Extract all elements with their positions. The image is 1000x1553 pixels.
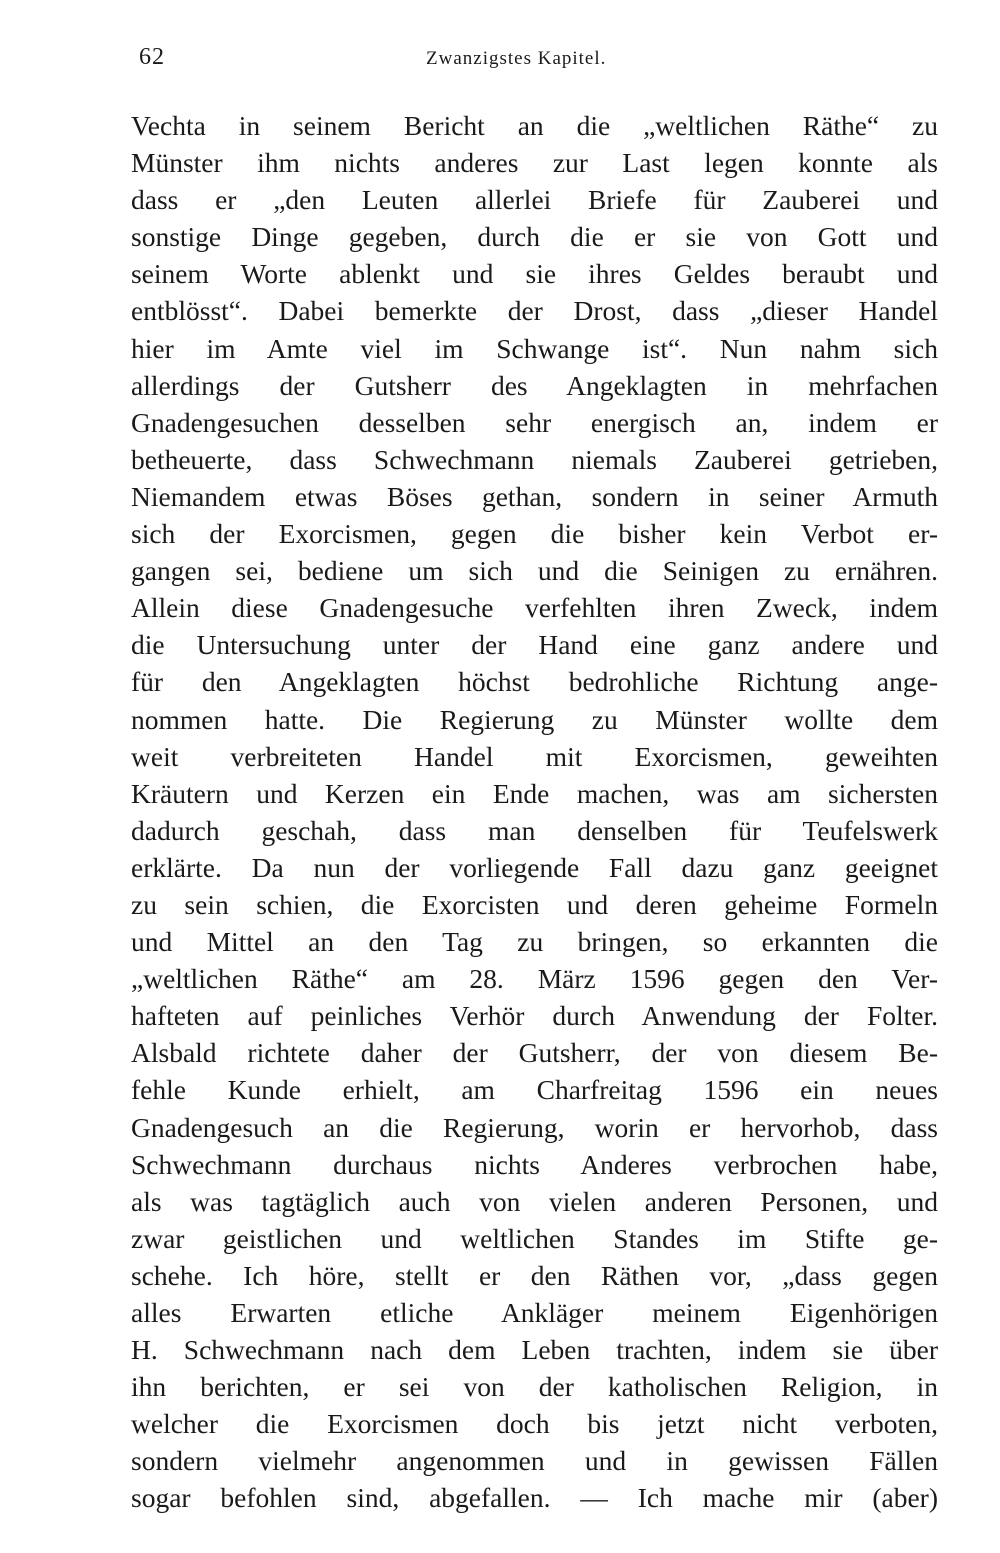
text-line: sogar befohlen sind, abgefallen. — Ich mache mir (aber) bbox=[131, 1482, 938, 1514]
text-line: hier im Amte viel im Schwange ist“. Nun nahm sich bbox=[131, 332, 938, 364]
text-line: sonstige Dinge gegeben, durch die er sie von Gott und bbox=[131, 221, 938, 253]
text-line: dadurch geschah, dass man denselben für Teufelswerk bbox=[131, 814, 938, 846]
body-text bbox=[131, 107, 938, 1517]
text-line: hafteten auf peinliches Verhör durch Anwendung der Folter. bbox=[131, 1000, 938, 1032]
text-line: Münster ihm nichts anderes zur Last legen konnte als bbox=[131, 147, 938, 179]
text-line: fehle Kunde erhielt, am Charfreitag 1596 ein neues bbox=[131, 1074, 938, 1106]
text-line: sich der Exorcismen, gegen die bisher kein Verbot er- bbox=[131, 518, 938, 550]
text-line: weit verbreiteten Handel mit Exorcismen, geweihten bbox=[131, 740, 938, 772]
text-line: sondern vielmehr angenommen und in gewissen Fällen bbox=[131, 1445, 938, 1477]
text-line: betheuerte, dass Schwechmann niemals Zauberei getrieben, bbox=[131, 443, 938, 475]
text-line: Schwechmann durchaus nichts Anderes verbrochen habe, bbox=[131, 1148, 938, 1180]
text-line: Alsbald richtete daher der Gutsherr, der von diesem Be- bbox=[131, 1037, 938, 1069]
text-line: und Mittel an den Tag zu bringen, so erkannten die bbox=[131, 926, 938, 958]
text-line: die Untersuchung unter der Hand eine ganz andere und bbox=[131, 629, 938, 661]
chapter-title: Zwanzigstes Kapitel. bbox=[426, 48, 607, 69]
text-line: welcher die Exorcismen doch bis jetzt nicht verboten, bbox=[131, 1408, 938, 1440]
text-line: ihn berichten, er sei von der katholischen Religion, in bbox=[131, 1371, 938, 1403]
text-line: Allein diese Gnadengesuche verfehlten ihren Zweck, indem bbox=[131, 592, 938, 624]
text-line: entblösst“. Dabei bemerkte der Drost, dass „dieser Handel bbox=[131, 295, 938, 327]
text-line: H. Schwechmann nach dem Leben trachten, indem sie über bbox=[131, 1334, 938, 1366]
text-line: schehe. Ich höre, stellt er den Räthen vor, „dass gegen bbox=[131, 1259, 938, 1291]
text-line: seinem Worte ablenkt und sie ihres Geldes beraubt und bbox=[131, 258, 938, 290]
text-line: nommen hatte. Die Regierung zu Münster wollte dem bbox=[131, 703, 938, 735]
text-line: „weltlichen Räthe“ am 28. März 1596 gegen den Ver- bbox=[131, 963, 938, 995]
text-line: für den Angeklagten höchst bedrohliche Richtung ange- bbox=[131, 666, 938, 698]
text-line: erklärte. Da nun der vorliegende Fall dazu ganz geeignet bbox=[131, 851, 938, 883]
text-line: Vechta in seinem Bericht an die „weltlichen Räthe“ zu bbox=[131, 110, 938, 141]
page-number: 62 bbox=[139, 44, 165, 70]
text-line: allerdings der Gutsherr des Angeklagten in mehrfachen bbox=[131, 369, 938, 401]
running-head bbox=[131, 44, 938, 74]
text-line: Kräutern und Kerzen ein Ende machen, was am sichersten bbox=[131, 777, 938, 809]
text-line: zu sein schien, die Exorcisten und deren geheime Formeln bbox=[131, 888, 938, 920]
text-line: Gnadengesuch an die Regierung, worin er hervorhob, dass bbox=[131, 1111, 938, 1143]
text-line: als was tagtäglich auch von vielen anderen Personen, und bbox=[131, 1185, 938, 1217]
text-line: Gnadengesuchen desselben sehr energisch an, indem er bbox=[131, 406, 938, 438]
text-line: alles Erwarten etliche Ankläger meinem Eigenhörigen bbox=[131, 1297, 938, 1328]
text-line: zwar geistlichen und weltlichen Standes im Stifte ge- bbox=[131, 1222, 938, 1254]
text-line: gangen sei, bediene um sich und die Seinigen zu ernähren. bbox=[131, 555, 938, 587]
text-line: Niemandem etwas Böses gethan, sondern in seiner Armuth bbox=[131, 480, 938, 512]
text-line: dass er „den Leuten allerlei Briefe für Zauberei und bbox=[131, 184, 938, 216]
